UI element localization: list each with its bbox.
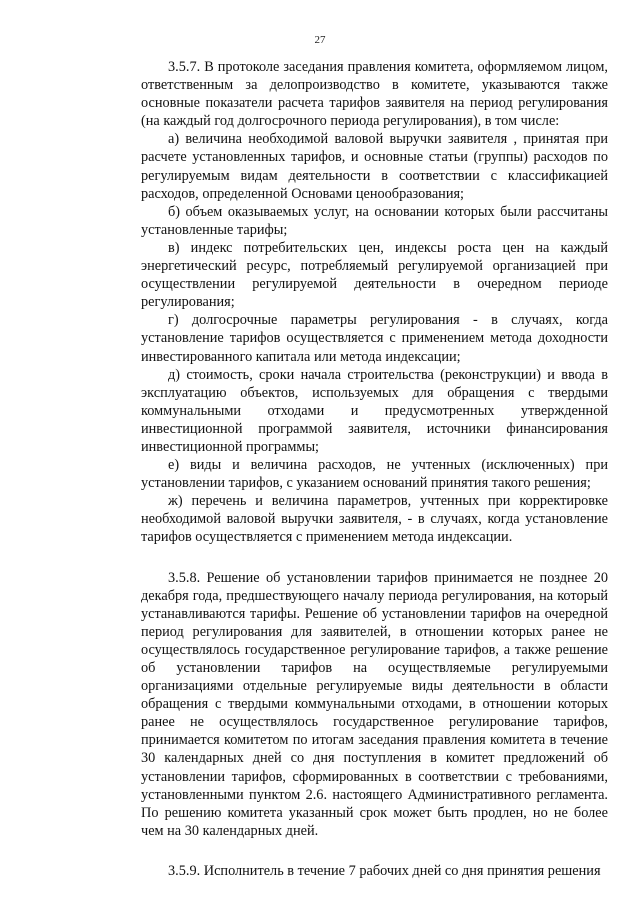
list-item-b: б) объем оказываемых услуг, на основании которых были рассчитаны установленные тарифы; (141, 203, 608, 238)
list-item-d: д) стоимость, сроки начала строительства (реконструкции) и ввода в эксплуатацию объектов, используемых для обращения с твердыми коммунальными отходами и предусмотренных утвержденной инвестиционной программой заявителя, источники финансирования инвестиционной программы; (141, 366, 608, 455)
page-number: 27 (314, 34, 326, 46)
list-item-zh: ж) перечень и величина параметров, учтенных при корректировке необходимой валовой выручки заявителя, - в случаях, когда установление тарифов осуществляется с применением метода индексации. (141, 493, 608, 546)
list-item-v: в) индекс потребительских цен, индексы роста цен на каждый энергетический ресурс, потребляемый регулируемой организацией при осуществлении регулируемой деятельности в очередном периоде регулирования; (141, 239, 608, 311)
paragraph-spacer (141, 547, 608, 569)
paragraph-3-5-9: 3.5.9. Исполнитель в течение 7 рабочих дней со дня принятия решения (168, 862, 601, 879)
paragraph-spacer (141, 840, 608, 862)
list-item-g: г) долгосрочные параметры регулирования - в случаях, когда установление тарифов осуществляется с применением метода доходности инвестированного капитала или метода индексации; (141, 312, 608, 365)
list-item-a: а) величина необходимой валовой выручки заявителя , принятая при расчете установленных тарифов, и основные статьи (группы) расходов по регулируемым видам деятельности в соответствии с классификацией расходов, определенной Основами ценообразования; (141, 131, 608, 202)
document-body (141, 58, 608, 880)
paragraph-3-5-7: 3.5.7. В протоколе заседания правления комитета, оформляемом лицом, ответственным за делопроизводство в комитете, указываются также основные показатели расчета тарифов заявителя на период регулирования (на каждый год долгосрочного периода регулирования), в том числе: (141, 59, 608, 130)
list-item-e: е) виды и величина расходов, не учтенных (исключенных) при установлении тарифов, с указанием оснований принятия такого решения; (141, 457, 608, 492)
paragraph-3-5-8: 3.5.8. Решение об установлении тарифов принимается не позднее 20 декабря года, предшествующего началу периода регулирования, на который устанавливаются тарифы. Решение об установлении тарифов на очередной период регулирования для заявителей, в отношении которых ранее не осуществлялось государственное регулирование тарифов, а также решение об установлении тарифов на осуществляемые регулируемыми организациями отдельные регулируемые виды деятельности в области обращения с твердыми коммунальными отходами, в отношении которых ранее не осуществлялось государственное регулирование тарифов, принимается комитетом по итогам заседания правления комитета в течение 30 календарных дней со дня поступления в комитет предложений об установлении тарифов, сформированных в соответствии с требованиями, установленными пунктом 2.6. настоящего Административного регламента. По решению комитета указанный срок может быть продлен, но не более чем на 30 календарных дней. (141, 569, 608, 839)
